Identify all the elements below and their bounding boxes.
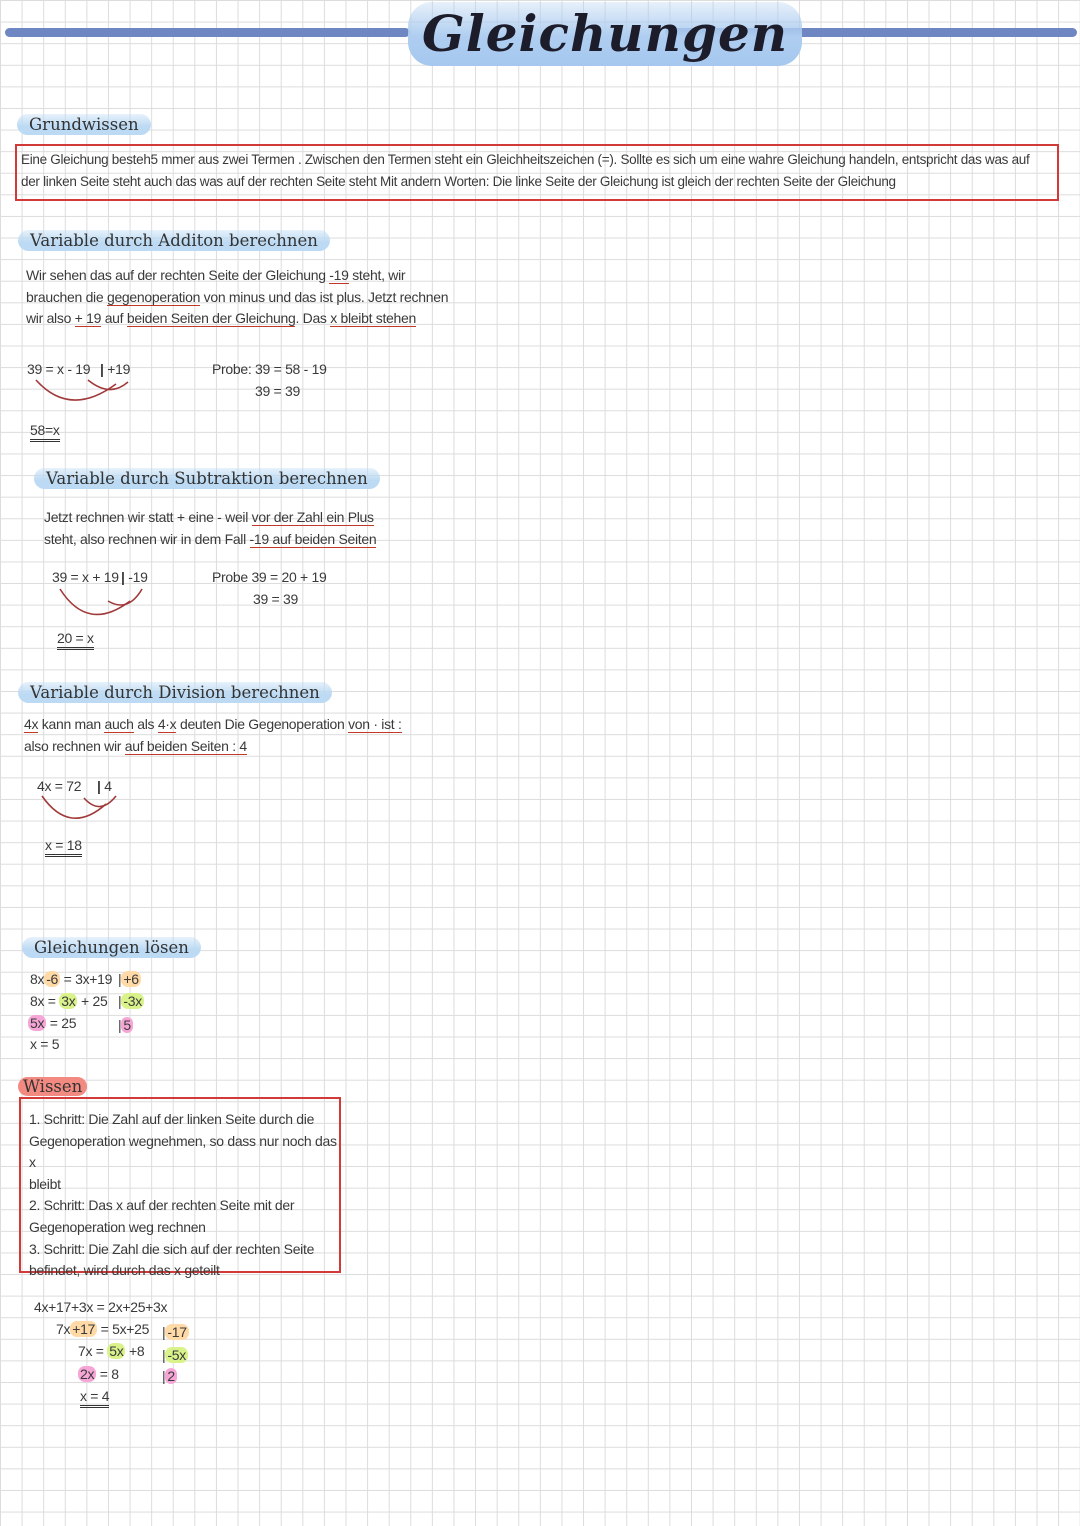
loesen-row-1: 8x -6 = 3x+19 [30,971,113,987]
heading-grundwissen: Grundwissen [17,114,151,135]
subtraktion-probe-1: Probe 39 = 20 + 19 [212,569,327,585]
addition-text-line-2: brauchen die gegenoperation von minus und das ist plus. Jetzt rechnen [26,288,449,305]
addition-probe-2: 39 = 39 [255,383,300,399]
wissen-line: 3. Schritt: Die Zahl die sich auf der rechten Seite [29,1240,315,1257]
division-text-line-2: also rechnen wir auf beiden Seiten : 4 [24,737,247,754]
wissen-line: bleibt [29,1175,61,1192]
wissen-box [19,1097,341,1279]
division-text [24,714,402,757]
example-op-3: | -5x [162,1347,186,1363]
division-text-line-1: 4x kann man auch als 4·x deuten Die Gegenoperation von · ist : [24,716,402,732]
grundwissen-line-1: Eine Gleichung besteh5 mmer aus zwei Termen . Zwischen den Termen steht ein Gleichheitszeichen (=). Sollte es sich um eine wahre Gleichung handeln, entspricht das was auf [21,152,1030,167]
example-row-2: 7x +17 = 5x+25 [56,1321,150,1337]
page-title: Gleichungen [408,2,802,66]
addition-operation: | +19 [100,361,131,377]
addition-result: 58=x [30,421,60,442]
division-result: x = 18 [45,836,82,857]
example-op-4: | 2 [162,1368,175,1384]
division-operation: | 4 [97,778,112,794]
subtraktion-equation: 39 = x + 19 [52,569,119,585]
loesen-row-2: 8x = 3x + 25 [30,993,108,1009]
wissen-line: befindet, wird durch das x geteilt [29,1262,220,1279]
loesen-op-3: | 5 [118,1017,131,1033]
grundwissen-line-2: der linken Seite steht auch das was auf der rechten Seite steht Mit andern Worten: Die linke Seite der Gleichung ist gleich der rechten Seite der Gleichung [21,174,896,189]
addition-text-line-3: wir also + 19 auf beiden Seiten der Gleichung. Das x bleibt stehen [26,310,417,327]
example-row-4: 2x = 8 [80,1366,119,1382]
wissen-tag: Wissen [18,1077,87,1096]
subtraktion-result: 20 = x [57,629,94,650]
loesen-row-3: 5x = 25 [30,1015,77,1031]
heading-addition: Variable durch Additon berechnen [18,230,330,251]
addition-arrow-arc [30,378,130,408]
heading-loesen: Gleichungen lösen [22,937,201,958]
loesen-op-2: | -3x [118,993,142,1009]
example-row-3: 7x = 5x +8 [78,1343,145,1359]
heading-subtraktion: Variable durch Subtraktion berechnen [34,468,380,489]
subtraktion-text-line-1: Jetzt rechnen wir statt + eine - weil vor der Zahl ein Plus [44,509,374,525]
division-equation: 4x = 72 [37,778,82,794]
wissen-line: 1. Schritt: Die Zahl auf der linken Seite durch die [29,1111,315,1127]
loesen-row-4: x = 5 [30,1036,60,1052]
subtraktion-arrow-arc [58,587,148,621]
subtraktion-text-line-2: steht, also rechnen wir in dem Fall -19 auf beiden Seiten [44,530,377,547]
addition-text [26,265,456,330]
subtraktion-probe-2: 39 = 39 [253,591,298,607]
addition-probe-1: Probe: 39 = 58 - 19 [212,361,327,377]
subtraktion-operation: | -19 [121,569,148,585]
wissen-line: Gegenoperation wegnehmen, so dass nur noch das x [29,1132,337,1171]
example-op-2: | -17 [162,1324,187,1340]
heading-division: Variable durch Division berechnen [18,682,332,703]
loesen-op-1: | +6 [118,971,139,987]
subtraktion-text [44,507,376,550]
example-row-1: 4x+17+3x = 2x+25+3x [34,1299,168,1315]
addition-equation: 39 = x - 19 [27,361,91,377]
addition-text-line-1: Wir sehen das auf der rechten Seite der Gleichung -19 steht, wir [26,267,406,283]
grundwissen-box [15,144,1059,201]
title-bar-left [5,28,410,37]
wissen-line: Gegenoperation weg rechnen [29,1218,206,1235]
division-arrow-arc [40,794,120,824]
wissen-line: 2. Schritt: Das x auf der rechten Seite mit der [29,1197,295,1214]
example-result: x = 4 [80,1387,109,1408]
wissen-lines [29,1109,339,1282]
